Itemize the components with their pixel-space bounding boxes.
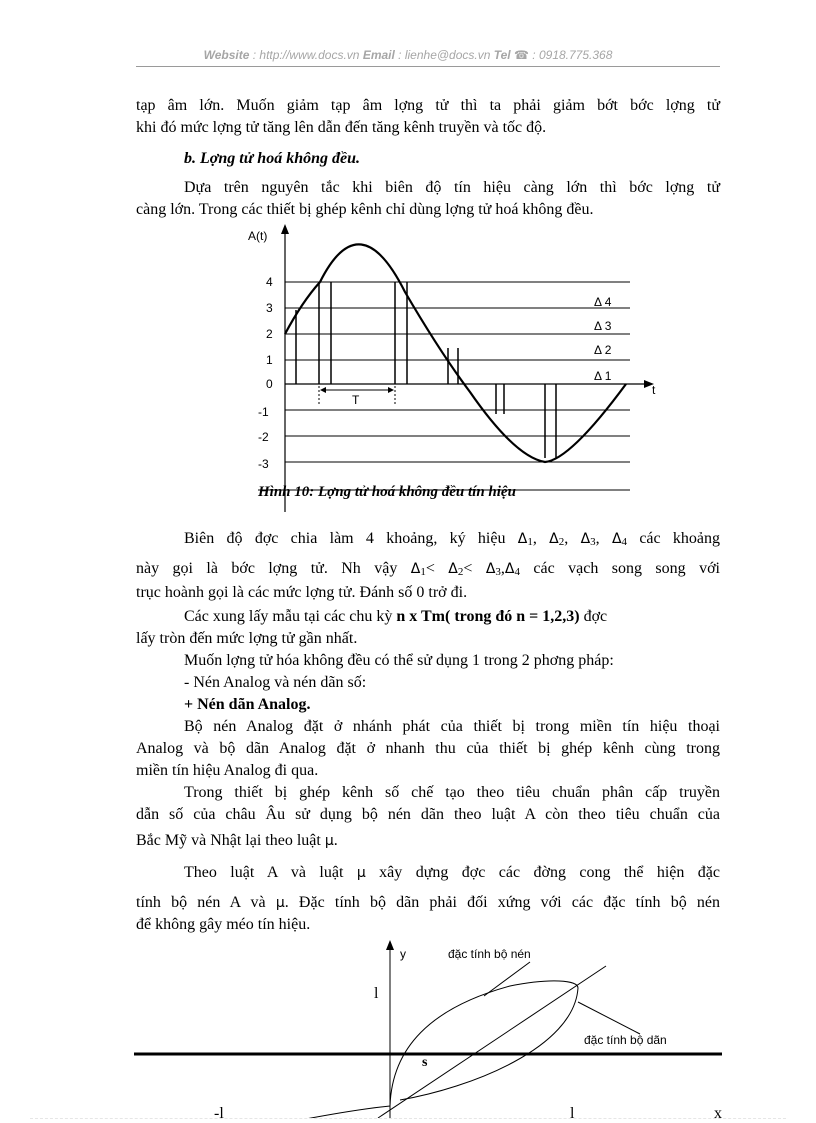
p3-line1-end: các khoảng — [627, 530, 721, 547]
figure-quantization — [240, 222, 670, 512]
subscript: 1 — [527, 536, 533, 548]
p2-line2: càng lớn. Trong các thiết bị ghép kênh chỉ dùng lợng tử hoá không đều. — [136, 201, 594, 218]
p8-line1: Bộ nén Analog đặt ở nhánh phát của thiết bị trong miền tín hiệu thoại — [184, 718, 720, 735]
phone-icon: ☎ — [514, 48, 529, 62]
compressor-label: đặc tính bộ nén — [448, 947, 531, 961]
lt-sign: < — [425, 560, 449, 577]
separator: , — [564, 530, 581, 547]
level-label: 2 — [266, 327, 273, 341]
subscript: 3 — [495, 566, 501, 578]
p3-line1-text: Biên độ đợc chia làm 4 khoảng, ký hiệu — [184, 530, 518, 547]
signal-curve — [285, 244, 626, 462]
p4-line1-text: Các xung lấy mẫu tại các chu kỳ — [184, 608, 397, 625]
p5: Muốn lợng tử hóa không đều có thể sử dụng 1 trong 2 phơng pháp: — [184, 652, 614, 669]
website-label: Website — [203, 48, 250, 62]
period-arrow-right — [388, 387, 394, 393]
mu-symbol: μ — [275, 895, 285, 911]
p3-line2-end: các vạch song song với — [519, 560, 720, 577]
level-label: 4 — [266, 275, 273, 289]
level-label: 3 — [266, 301, 273, 315]
p1-line2: khi đó mức lợng tử tăng lên dẫn đến tăng kênh truyền và tốc độ. — [136, 119, 547, 136]
p10-line1-text: Theo luật A và luật — [184, 864, 357, 881]
p7: + Nén dãn Analog. — [184, 696, 311, 713]
y-axis-arrow — [386, 940, 394, 950]
one-y-label: l — [374, 985, 379, 1002]
email-label: Email — [362, 48, 395, 62]
delta-symbol: Δ — [504, 561, 515, 577]
tel-label: Tel — [493, 48, 511, 62]
delta-symbol: Δ — [448, 561, 458, 577]
delta-symbol: Δ — [485, 561, 496, 577]
delta-symbol: Δ — [580, 531, 591, 547]
subscript: 4 — [514, 566, 520, 578]
p4-line1 — [136, 606, 720, 628]
level-label: 1 — [266, 353, 273, 367]
p4-line2: lấy tròn đến mức lợng tử gần nhất. — [136, 630, 358, 647]
compressor-curve — [390, 981, 578, 1106]
minus-one-label: -l — [214, 1105, 224, 1118]
section-heading-b: b. Lợng tử hoá không đều. — [184, 150, 360, 167]
p3-line2 — [136, 558, 720, 583]
p3-line3: trục hoành gọi là các mức lợng tử. Đánh số 0 trở đi. — [136, 584, 468, 601]
figure-caption: Hình 10: Lợng tử hoá không đều tín hiệu — [258, 484, 516, 500]
y-axis-label: y — [400, 947, 406, 961]
page-header — [0, 48, 816, 62]
footer-rule — [30, 1118, 786, 1119]
p4-bold-formula: n x Tm( trong đó n = 1,2,3) — [396, 608, 580, 625]
p9-line1: Trong thiết bị ghép kênh số chế tạo theo tiêu chuẩn phân cấp truyền — [184, 784, 720, 801]
one-x-label: l — [570, 1105, 575, 1118]
p6: - Nén Analog và nén dãn số: — [184, 674, 367, 691]
p10-line1 — [136, 862, 720, 884]
delta-symbol: Δ — [549, 531, 559, 547]
delta-symbol: Δ — [517, 531, 528, 547]
level-label: -2 — [258, 430, 269, 444]
separator: , — [500, 560, 505, 577]
separator: , — [595, 530, 612, 547]
s-label: s — [422, 1055, 428, 1070]
subscript: 2 — [457, 566, 464, 578]
mu-symbol: μ — [324, 833, 334, 849]
delta-symbol: Δ — [410, 561, 421, 577]
p10-line2 — [136, 892, 720, 914]
level-label: -1 — [258, 405, 269, 419]
compressor-pointer — [484, 962, 530, 996]
delta-label: Δ 1 — [594, 369, 612, 383]
p8-line2: Analog và bộ dãn Analog đặt ở nhanh thu của thiết bị ghép kênh cùng trong — [136, 740, 720, 757]
p10-line1-end: xây dựng đợc các đờng cong thể hiện đặc — [365, 864, 721, 881]
delta-label: Δ 2 — [594, 343, 612, 357]
p9-line3-end: . — [333, 832, 338, 849]
subscript: 4 — [621, 536, 628, 548]
expander-label: đặc tính bộ dãn — [584, 1033, 667, 1047]
y-axis-label: A(t) — [248, 229, 268, 243]
delta-label: Δ 3 — [594, 319, 612, 333]
level-label: -3 — [258, 457, 269, 471]
p10-line2-end: . Đặc tính bộ dãn phải đối xứng với các đặc tính bộ nén — [284, 894, 720, 911]
lt-sign: < — [463, 560, 486, 577]
curve-negative-branch — [280, 1106, 390, 1118]
p9-line2: dẫn số của châu Âu sử dụng bộ nén dãn theo luật A còn theo tiêu chuẩn của — [136, 806, 720, 823]
subscript: 1 — [420, 566, 426, 578]
figure-compander — [130, 938, 730, 1118]
p8-line3: miền tín hiệu Analog đi qua. — [136, 762, 319, 779]
y-axis-arrow — [281, 224, 289, 234]
period-label: T — [352, 393, 360, 407]
subscript: 3 — [590, 536, 596, 548]
subscript: 2 — [558, 536, 565, 548]
p3-line2-text: này gọi là bớc lợng tử. Nh vậy — [136, 560, 411, 577]
p2-line1: Dựa trên nguyên tắc khi biên độ tín hiệu càng lớn thì bớc lợng tử — [184, 179, 720, 196]
period-arrow-left — [320, 387, 326, 393]
website-url: : http://www.docs.vn — [252, 48, 360, 62]
p9-line3-text: Bắc Mỹ và Nhật lại theo luật — [136, 832, 325, 849]
level-label: 0 — [266, 377, 273, 391]
p3-line1 — [136, 528, 720, 553]
p10-line3: để không gây méo tín hiệu. — [136, 916, 311, 933]
header-rule — [136, 66, 720, 67]
p1-line1: tạp âm lớn. Muốn giảm tạp âm lợng tử thì ta phải giảm bớt bớc lợng tử — [136, 97, 720, 114]
delta-label: Δ 4 — [594, 295, 612, 309]
separator: , — [532, 530, 550, 547]
delta-symbol: Δ — [611, 531, 622, 547]
x-axis-label: t — [652, 383, 656, 397]
expander-pointer — [578, 1002, 640, 1034]
p9-line3 — [136, 830, 720, 852]
email-value: : lienhe@docs.vn — [398, 48, 491, 62]
p10-line2-text: tính bộ nén A và — [136, 894, 276, 911]
tel-value: : 0918.775.368 — [532, 48, 613, 62]
p4-line1-end: đợc — [579, 608, 608, 625]
x-axis-label: x — [714, 1105, 722, 1118]
mu-symbol: μ — [356, 865, 366, 881]
